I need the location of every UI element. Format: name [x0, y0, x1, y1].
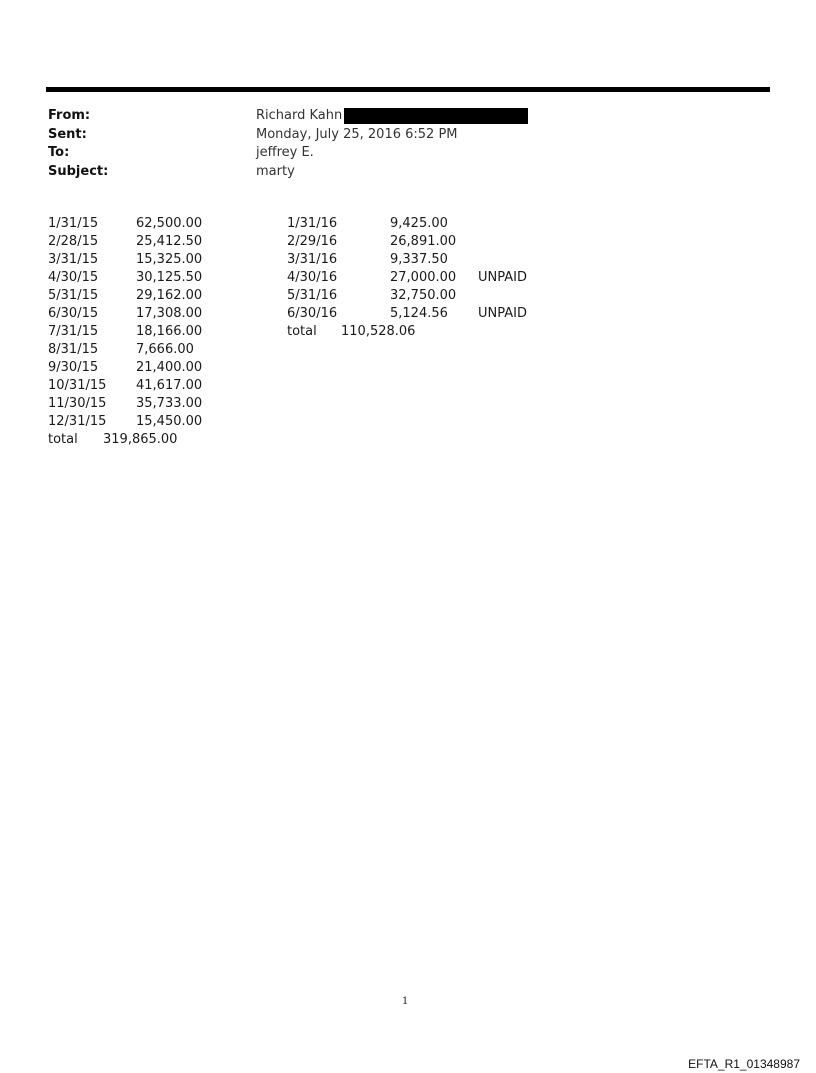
entry-date: 7/31/15: [48, 324, 99, 339]
page-number: 1: [402, 996, 409, 1007]
ledger-row: [48, 359, 226, 377]
entry-date: 5/31/16: [287, 288, 338, 303]
entry-date: 6/30/15: [48, 306, 99, 321]
total-value: 319,865.00: [103, 432, 178, 447]
entry-amount: 41,617.00: [136, 378, 203, 393]
entry-amount: 21,400.00: [136, 360, 203, 375]
entry-amount: 15,450.00: [136, 414, 203, 429]
entry-date: 5/31/15: [48, 288, 99, 303]
from-value: [256, 107, 528, 126]
ledger-row: [48, 269, 226, 287]
sent-row: [48, 126, 528, 145]
ledger-row: [48, 287, 226, 305]
entry-amount: 26,891.00: [390, 234, 457, 249]
redaction-block: [344, 108, 528, 124]
to-value: jeffrey E.: [256, 145, 314, 160]
ledger-row: [287, 287, 548, 305]
from-label: From:: [48, 108, 91, 123]
entry-date: 9/30/15: [48, 360, 99, 375]
entry-status: [478, 215, 548, 233]
entry-date: 4/30/16: [287, 270, 338, 285]
subject-value: marty: [256, 163, 295, 179]
entry-amount: 32,750.00: [390, 288, 457, 303]
entry-date: 3/31/16: [287, 252, 338, 267]
sent-label: Sent:: [48, 126, 87, 142]
ledger-row: [287, 269, 548, 287]
entry-amount: 17,308.00: [136, 306, 203, 321]
bates-number: EFTA_R1_01348987: [688, 1057, 800, 1071]
ledger-row: [48, 341, 226, 359]
ledger-2015: [48, 215, 226, 449]
ledger-row: [48, 323, 226, 341]
ledger-row: [48, 215, 226, 233]
entry-amount: 27,000.00: [390, 270, 457, 285]
ledger-row: [48, 377, 226, 395]
entry-amount: 62,500.00: [136, 216, 203, 231]
total-value: 110,528.06: [341, 324, 416, 339]
entry-amount: 30,125.50: [136, 270, 203, 285]
entry-date: 6/30/16: [287, 306, 338, 321]
ledger-row: [48, 395, 226, 413]
entry-date: 10/31/15: [48, 378, 107, 393]
entry-status: UNPAID: [478, 306, 527, 321]
from-row: [48, 107, 528, 126]
entry-date: 1/31/15: [48, 216, 99, 231]
email-header: [48, 107, 528, 181]
entry-status: [478, 233, 548, 251]
ledger-row: [48, 251, 226, 269]
entry-amount: 15,325.00: [136, 252, 203, 267]
subject-label: Subject:: [48, 163, 109, 179]
entry-date: 2/28/15: [48, 234, 99, 249]
to-row: [48, 144, 528, 163]
entry-date: 8/31/15: [48, 342, 99, 357]
total-label: total: [48, 432, 78, 447]
ledger-row: [287, 233, 548, 251]
ledger-row: [48, 305, 226, 323]
entry-date: 3/31/15: [48, 252, 99, 267]
to-label: To:: [48, 145, 70, 160]
entry-status: UNPAID: [478, 270, 527, 285]
entry-amount: 5,124.56: [390, 306, 448, 321]
ledger-2016: [287, 215, 548, 341]
entry-date: 12/31/15: [48, 414, 107, 429]
sent-value: Monday, July 25, 2016 6:52 PM: [256, 126, 458, 142]
entry-date: 11/30/15: [48, 396, 107, 411]
entry-amount: 9,337.50: [390, 252, 448, 267]
ledger-row: [287, 305, 548, 323]
entry-status: [478, 287, 548, 305]
entry-amount: 18,166.00: [136, 324, 203, 339]
ledger-row: [48, 233, 226, 251]
entry-date: 4/30/15: [48, 270, 99, 285]
entry-amount: 35,733.00: [136, 396, 203, 411]
entry-date: 1/31/16: [287, 216, 338, 231]
entry-amount: 25,412.50: [136, 234, 203, 249]
total-row: [287, 323, 548, 341]
ledger-row: [287, 251, 548, 269]
total-label: total: [287, 324, 317, 339]
subject-row: [48, 163, 528, 182]
entry-amount: 7,666.00: [136, 342, 194, 357]
entry-amount: 29,162.00: [136, 288, 203, 303]
sender-name: Richard Kahn: [256, 108, 343, 123]
entry-date: 2/29/16: [287, 234, 338, 249]
total-row: [48, 431, 226, 449]
header-rule: [46, 87, 770, 92]
ledger-row: [287, 215, 548, 233]
entry-status: [478, 251, 548, 269]
entry-amount: 9,425.00: [390, 216, 448, 231]
ledger-row: [48, 413, 226, 431]
